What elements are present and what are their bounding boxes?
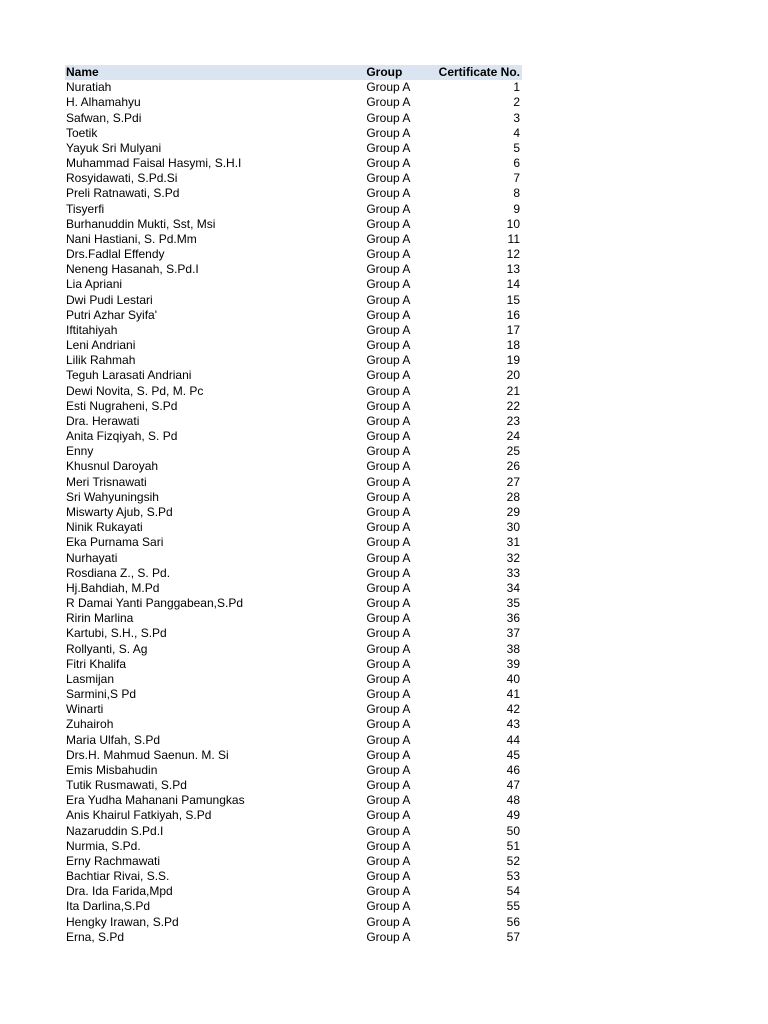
cell-certificate-number: 52 [506, 853, 521, 868]
cell-name: Hengky Irawan, S.Pd [66, 914, 179, 929]
cell-group: Group A [366, 383, 411, 398]
cell-name: Tisyerfi [66, 201, 105, 216]
cell-certificate-number: 27 [506, 474, 521, 489]
cell-certificate-number: 18 [506, 338, 521, 353]
cell-group: Group A [366, 368, 411, 383]
cell-name: Dewi Novita, S. Pd, M. Pc [66, 383, 204, 398]
cell-group: Group A [366, 80, 411, 95]
cell-group: Group A [366, 580, 411, 595]
cell-group: Group A [366, 247, 411, 262]
table-row [65, 384, 522, 399]
cell-group: Group A [366, 489, 411, 504]
cell-name: Lasmijan [66, 671, 115, 686]
cell-group: Group A [366, 398, 411, 413]
cell-group: Group A [366, 565, 411, 580]
cell-name: R Damai Yanti Panggabean,S.Pd [66, 596, 244, 611]
cell-group: Group A [366, 186, 411, 201]
cell-group: Group A [366, 353, 411, 368]
cell-certificate-number: 10 [506, 216, 521, 231]
cell-group: Group A [366, 838, 411, 853]
cell-certificate-number: 1 [513, 80, 521, 95]
cell-name: Emis Misbahudin [66, 762, 158, 777]
cell-name: Maria Ulfah, S.Pd [66, 732, 161, 747]
cell-certificate-number: 21 [506, 383, 521, 398]
cell-name: Rosyidawati, S.Pd.Si [66, 171, 178, 186]
cell-group: Group A [366, 793, 411, 808]
cell-group: Group A [366, 338, 411, 353]
cell-name: Putri Azhar Syifa' [66, 307, 157, 322]
cell-group: Group A [366, 110, 411, 125]
cell-name: Nani Hastiani, S. Pd.Mm [66, 231, 197, 246]
cell-name: Iftitahiyah [66, 322, 118, 337]
cell-group: Group A [366, 808, 411, 823]
cell-name: Esti Nugraheni, S.Pd [66, 398, 178, 413]
table-row [65, 475, 522, 490]
cell-group: Group A [366, 262, 411, 277]
cell-group: Group A [366, 231, 411, 246]
table-row [65, 429, 522, 444]
table-row [65, 702, 522, 717]
cell-name: H. Alhamahyu [66, 95, 141, 110]
cell-certificate-number: 48 [506, 793, 521, 808]
cell-certificate-number: 50 [506, 823, 521, 838]
cell-certificate-number: 56 [506, 914, 521, 929]
table-row [65, 459, 522, 474]
cell-name: Leni Andriani [66, 338, 136, 353]
cell-name: Safwan, S.Pdi [66, 110, 142, 125]
cell-name: Drs.H. Mahmud Saenun. M. Si [66, 747, 229, 762]
cell-group: Group A [366, 611, 411, 626]
cell-group: Group A [366, 914, 411, 929]
cell-name: Burhanuddin Mukti, Sst, Msi [66, 216, 216, 231]
cell-name: Meri Trisnawati [66, 474, 147, 489]
table-row [65, 353, 522, 368]
cell-group: Group A [366, 125, 411, 140]
cell-name: Era Yudha Mahanani Pamungkas [66, 793, 245, 808]
cell-name: Ririn Marlina [66, 611, 134, 626]
table-row [65, 277, 522, 292]
cell-group: Group A [366, 929, 411, 944]
table-row [65, 323, 522, 338]
cell-certificate-number: 38 [506, 641, 521, 656]
cell-group: Group A [366, 671, 411, 686]
table-row [65, 95, 522, 110]
cell-name: Lilik Rahmah [66, 353, 136, 368]
cell-name: Tutik Rusmawati, S.Pd [66, 778, 187, 793]
cell-name: Toetik [66, 125, 98, 140]
table-row [65, 551, 522, 566]
cell-certificate-number: 54 [506, 884, 521, 899]
cell-group: Group A [366, 884, 411, 899]
table-row [65, 611, 522, 626]
cell-certificate-number: 7 [513, 171, 521, 186]
cell-certificate-number: 6 [513, 156, 521, 171]
cell-name: Bachtiar Rivai, S.S. [66, 869, 170, 884]
cell-certificate-number: 2 [513, 95, 521, 110]
cell-certificate-number: 44 [506, 732, 521, 747]
cell-name: Fitri Khalifa [66, 656, 127, 671]
cell-certificate-number: 57 [506, 929, 521, 944]
cell-name: Teguh Larasati Andriani [66, 368, 192, 383]
certificate-table [65, 65, 522, 945]
cell-name: Nazaruddin S.Pd.I [66, 823, 164, 838]
cell-certificate-number: 3 [513, 110, 521, 125]
cell-group: Group A [366, 778, 411, 793]
cell-certificate-number: 45 [506, 747, 521, 762]
cell-name: Erna, S.Pd [66, 929, 125, 944]
cell-group: Group A [366, 201, 411, 216]
column-header-name: Name [66, 65, 99, 79]
cell-certificate-number: 43 [506, 717, 521, 732]
cell-name: Kartubi, S.H., S.Pd [66, 626, 167, 641]
cell-certificate-number: 14 [506, 277, 521, 292]
table-row [65, 535, 522, 550]
cell-group: Group A [366, 899, 411, 914]
cell-name: Dwi Pudi Lestari [66, 292, 153, 307]
cell-certificate-number: 24 [506, 429, 521, 444]
cell-name: Anita Fizqiyah, S. Pd [66, 429, 178, 444]
cell-certificate-number: 29 [506, 504, 521, 519]
table-row [65, 414, 522, 429]
cell-group: Group A [366, 216, 411, 231]
cell-name: Ita Darlina,S.Pd [66, 899, 151, 914]
cell-certificate-number: 19 [506, 353, 521, 368]
cell-name: Anis Khairul Fatkiyah, S.Pd [66, 808, 212, 823]
cell-certificate-number: 25 [506, 444, 521, 459]
cell-certificate-number: 12 [506, 247, 521, 262]
cell-name: Dra. Herawati [66, 413, 140, 428]
cell-name: Sarmini,S Pd [66, 687, 137, 702]
cell-certificate-number: 47 [506, 778, 521, 793]
table-row [65, 505, 522, 520]
cell-name: Hj.Bahdiah, M.Pd [66, 580, 160, 595]
table-row [65, 308, 522, 323]
cell-certificate-number: 46 [506, 762, 521, 777]
table-row [65, 368, 522, 383]
cell-certificate-number: 34 [506, 580, 521, 595]
table-row [65, 884, 522, 899]
cell-name: Zuhairoh [66, 717, 114, 732]
cell-name: Lia Apriani [66, 277, 123, 292]
cell-certificate-number: 36 [506, 611, 521, 626]
table-row [65, 839, 522, 854]
table-row [65, 763, 522, 778]
table-row [65, 626, 522, 641]
cell-name: Eka Purnama Sari [66, 535, 164, 550]
table-row [65, 293, 522, 308]
cell-group: Group A [366, 853, 411, 868]
cell-name: Ninik Rukayati [66, 520, 143, 535]
cell-group: Group A [366, 459, 411, 474]
table-row [65, 80, 522, 95]
cell-group: Group A [366, 307, 411, 322]
cell-name: Enny [66, 444, 94, 459]
cell-name: Drs.Fadlal Effendy [66, 247, 165, 262]
cell-group: Group A [366, 429, 411, 444]
cell-name: Miswarty Ajub, S.Pd [66, 504, 173, 519]
cell-certificate-number: 22 [506, 398, 521, 413]
cell-group: Group A [366, 413, 411, 428]
cell-group: Group A [366, 702, 411, 717]
cell-group: Group A [366, 762, 411, 777]
cell-name: Dra. Ida Farida,Mpd [66, 884, 173, 899]
table-row [65, 793, 522, 808]
table-row [65, 687, 522, 702]
cell-certificate-number: 23 [506, 413, 521, 428]
cell-certificate-number: 41 [506, 687, 521, 702]
column-header-certificate: Certificate No. [438, 65, 521, 79]
cell-certificate-number: 20 [506, 368, 521, 383]
cell-group: Group A [366, 717, 411, 732]
cell-certificate-number: 31 [506, 535, 521, 550]
cell-group: Group A [366, 626, 411, 641]
cell-name: Neneng Hasanah, S.Pd.I [66, 262, 199, 277]
table-row [65, 672, 522, 687]
cell-certificate-number: 37 [506, 626, 521, 641]
table-row [65, 399, 522, 414]
table-row [65, 444, 522, 459]
cell-certificate-number: 30 [506, 520, 521, 535]
cell-group: Group A [366, 277, 411, 292]
table-row [65, 490, 522, 505]
table-row [65, 202, 522, 217]
cell-certificate-number: 4 [513, 125, 521, 140]
table-row [65, 338, 522, 353]
cell-certificate-number: 26 [506, 459, 521, 474]
table-row [65, 126, 522, 141]
cell-certificate-number: 51 [506, 838, 521, 853]
cell-group: Group A [366, 747, 411, 762]
cell-group: Group A [366, 823, 411, 838]
table-row [65, 247, 522, 262]
table-row [65, 915, 522, 930]
cell-group: Group A [366, 520, 411, 535]
cell-certificate-number: 49 [506, 808, 521, 823]
cell-certificate-number: 5 [513, 140, 521, 155]
column-header-group: Group [366, 65, 403, 79]
cell-certificate-number: 11 [507, 231, 521, 246]
table-row [65, 869, 522, 884]
table-row [65, 854, 522, 869]
table-row [65, 824, 522, 839]
table-row [65, 748, 522, 763]
cell-certificate-number: 39 [506, 656, 521, 671]
cell-group: Group A [366, 869, 411, 884]
cell-name: Rollyanti, S. Ag [66, 641, 148, 656]
cell-certificate-number: 8 [513, 186, 521, 201]
cell-certificate-number: 55 [506, 899, 521, 914]
cell-name: Khusnul Daroyah [66, 459, 159, 474]
cell-group: Group A [366, 292, 411, 307]
cell-group: Group A [366, 687, 411, 702]
cell-certificate-number: 35 [506, 596, 521, 611]
table-row [65, 642, 522, 657]
cell-name: Yayuk Sri Mulyani [66, 140, 162, 155]
cell-name: Preli Ratnawati, S.Pd [66, 186, 180, 201]
table-row [65, 899, 522, 914]
cell-group: Group A [366, 504, 411, 519]
table-row [65, 156, 522, 171]
table-header-row [65, 65, 522, 80]
cell-group: Group A [366, 140, 411, 155]
cell-certificate-number: 9 [513, 201, 521, 216]
cell-group: Group A [366, 171, 411, 186]
table-row [65, 930, 522, 945]
table-row [65, 657, 522, 672]
cell-name: Nuratiah [66, 80, 112, 95]
table-row [65, 808, 522, 823]
table-row [65, 566, 522, 581]
table-row [65, 232, 522, 247]
table-row [65, 217, 522, 232]
table-row [65, 141, 522, 156]
cell-group: Group A [366, 535, 411, 550]
table-row [65, 581, 522, 596]
cell-name: Nurhayati [66, 550, 118, 565]
cell-name: Rosdiana Z., S. Pd. [66, 565, 171, 580]
cell-name: Nurmia, S.Pd. [66, 838, 141, 853]
cell-name: Erny Rachmawati [66, 853, 161, 868]
cell-name: Muhammad Faisal Hasymi, S.H.I [66, 156, 242, 171]
cell-certificate-number: 16 [506, 307, 521, 322]
table-row [65, 717, 522, 732]
cell-group: Group A [366, 444, 411, 459]
cell-certificate-number: 42 [506, 702, 521, 717]
cell-group: Group A [366, 322, 411, 337]
cell-group: Group A [366, 656, 411, 671]
cell-certificate-number: 17 [506, 322, 521, 337]
table-row [65, 262, 522, 277]
cell-certificate-number: 32 [506, 550, 521, 565]
table-row [65, 520, 522, 535]
cell-group: Group A [366, 596, 411, 611]
cell-group: Group A [366, 550, 411, 565]
cell-certificate-number: 53 [506, 869, 521, 884]
table-row [65, 186, 522, 201]
cell-group: Group A [366, 156, 411, 171]
cell-name: Sri Wahyuningsih [66, 489, 159, 504]
table-body [65, 80, 522, 945]
table-row [65, 596, 522, 611]
cell-name: Winarti [66, 702, 104, 717]
table-row [65, 733, 522, 748]
cell-group: Group A [366, 474, 411, 489]
cell-group: Group A [366, 641, 411, 656]
table-row [65, 171, 522, 186]
table-row [65, 778, 522, 793]
cell-certificate-number: 28 [506, 489, 521, 504]
cell-certificate-number: 40 [506, 671, 521, 686]
cell-group: Group A [366, 732, 411, 747]
cell-certificate-number: 15 [506, 292, 521, 307]
table-row [65, 111, 522, 126]
cell-certificate-number: 33 [506, 565, 521, 580]
cell-group: Group A [366, 95, 411, 110]
cell-certificate-number: 13 [506, 262, 521, 277]
